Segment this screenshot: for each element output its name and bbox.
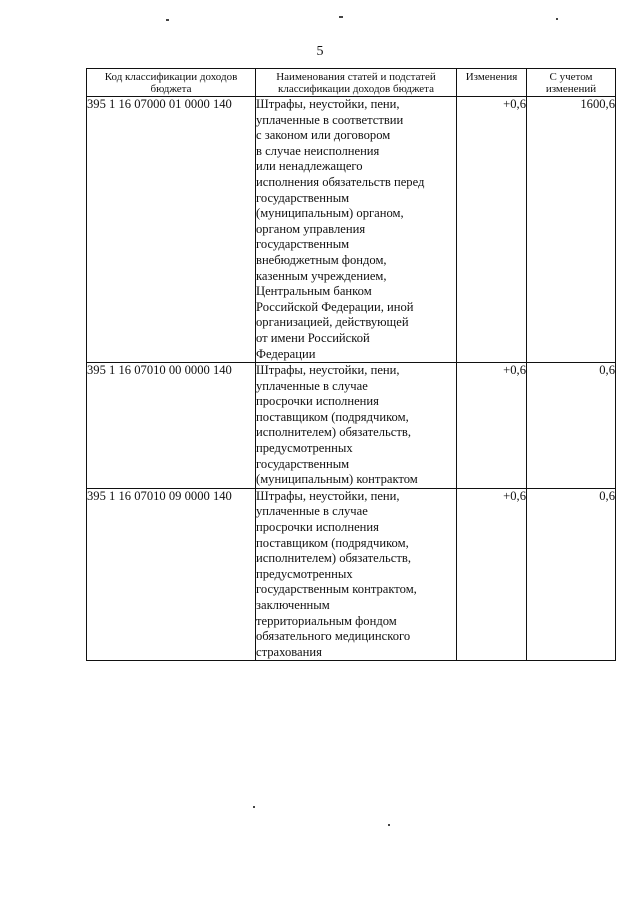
table-row [87,363,616,489]
item-name-line: просрочки исполнения [256,394,379,409]
header-total: С учетом изменений [527,69,616,97]
total-value: 0,6 [527,363,616,489]
total-value: 1600,6 [527,97,616,363]
item-name-line: Штрафы, неустойки, пени, [256,363,400,378]
item-name-line: с законом или договором [256,128,391,143]
item-name-line: внебюджетным фондом, [256,252,387,267]
item-name-line: государственным [256,456,350,471]
change-value: +0,6 [457,488,527,661]
item-name-line: исполнения обязательств перед [256,174,425,189]
table-header-row [87,69,616,97]
scan-speck [253,806,255,808]
scan-speck [388,824,390,826]
page-number: 5 [316,44,324,59]
classification-code: 395 1 16 07010 09 0000 140 [87,488,256,661]
item-name-line: просрочки исполнения [256,520,379,535]
item-name-line: предусмотренных [256,566,353,581]
item-name-line: или ненадлежащего [256,159,363,174]
total-value: 0,6 [527,488,616,661]
item-name [256,363,457,489]
item-name-line: предусмотренных [256,441,353,456]
item-name [256,97,457,363]
budget-revenue-table [86,68,616,661]
item-name-line: уплаченные в соответствии [256,112,404,127]
header-code: Код классификации доходов бюджета [87,69,256,97]
item-name-line: органом управления [256,221,366,236]
item-name-line: уплаченные в случае [256,378,368,393]
item-name-line: организацией, действующей [256,315,409,330]
change-value: +0,6 [457,97,527,363]
table-row [87,488,616,661]
item-name-line: (муниципальным) контрактом [256,472,418,487]
table-row [87,97,616,363]
item-name-line: исполнителем) обязательств, [256,425,411,440]
item-name-line: казенным учреждением, [256,268,387,283]
item-name-line: Центральным банком [256,284,372,299]
item-name-line: Российской Федерации, иной [256,299,414,314]
item-name [256,488,457,661]
item-name-line: обязательного медицинского [256,629,411,644]
change-value: +0,6 [457,363,527,489]
item-name-line: исполнителем) обязательств, [256,551,411,566]
item-name-line: уплаченные в случае [256,504,368,519]
classification-code: 395 1 16 07010 00 0000 140 [87,363,256,489]
item-name-line: поставщиком (подрядчиком, [256,535,409,550]
header-name: Наименования статей и подстатей классификации доходов бюджета [256,69,457,97]
item-name-line: (муниципальным) органом, [256,206,404,221]
item-name-line: Федерации [256,346,316,361]
item-name-line: территориальным фондом [256,613,397,628]
item-name-line: в случае неисполнения [256,143,380,158]
item-name-line: государственным контрактом, [256,582,417,597]
classification-code: 395 1 16 07000 01 0000 140 [87,97,256,363]
item-name-line: страхования [256,644,322,659]
item-name-line: государственным [256,237,350,252]
item-name-line: Штрафы, неустойки, пени, [256,488,400,503]
header-change: Изменения [457,69,527,97]
item-name-line: заключенным [256,598,330,612]
item-name-line: поставщиком (подрядчиком, [256,409,409,424]
scan-speck [339,16,343,18]
item-name-line: от имени Российской [256,330,370,345]
scan-speck [166,19,169,21]
item-name-line: государственным [256,190,350,205]
item-name-line: Штрафы, неустойки, пени, [256,97,400,111]
scan-speck [556,18,558,20]
